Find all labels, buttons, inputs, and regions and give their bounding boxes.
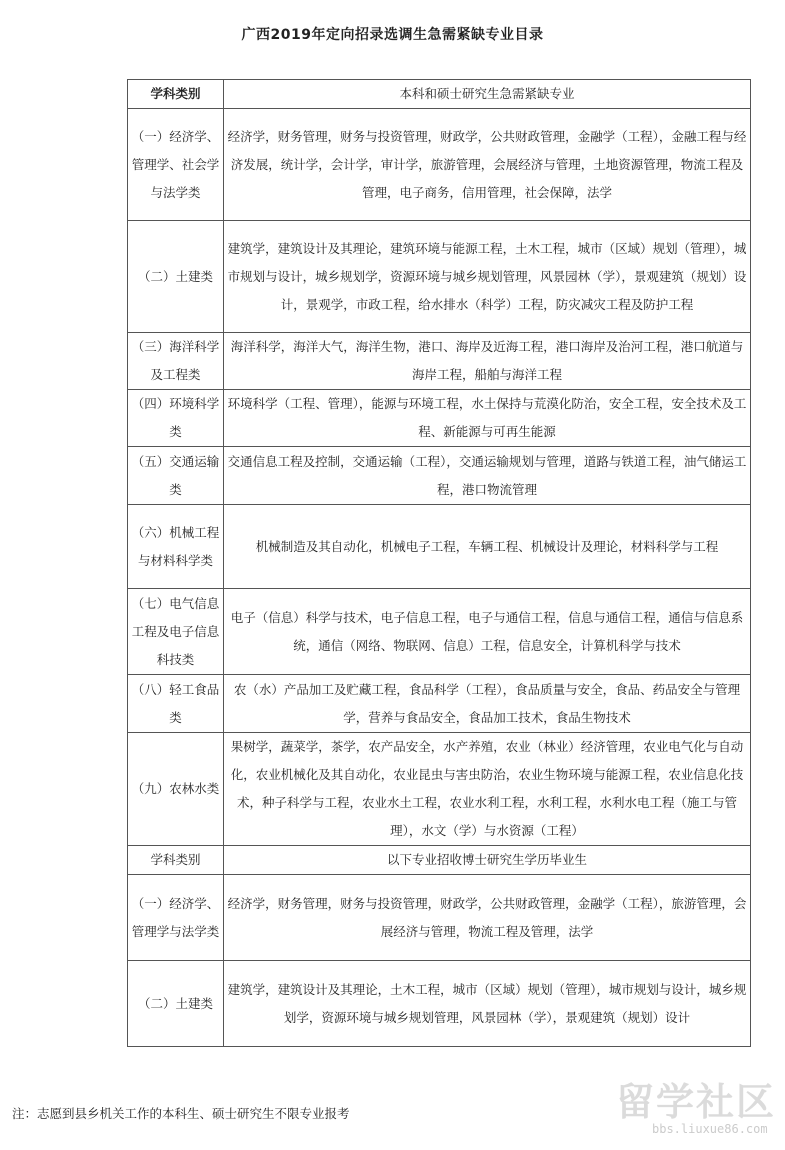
table-row [128, 390, 751, 447]
table-row [128, 109, 751, 221]
row-category: （二）土建类 [128, 961, 224, 1047]
row-majors: 海洋科学，海洋大气，海洋生物，港口、海岸及近海工程，港口海岸及治河工程，港口航道与海岸工程，船舶与海洋工程 [224, 333, 751, 390]
page-title: 广西2019年定向招录选调生急需紧缺专业目录 [241, 27, 544, 43]
row-majors: 机械制造及其自动化，机械电子工程，车辆工程、机械设计及理论，材料科学与工程 [224, 505, 751, 589]
row-category: （七）电气信息工程及电子信息科技类 [128, 589, 224, 675]
table-row [128, 505, 751, 589]
row-majors: 环境科学（工程、管理），能源与环境工程，水土保持与荒漠化防治，安全工程，安全技术及工程、新能源与可再生能源 [224, 390, 751, 447]
row-majors: 建筑学，建筑设计及其理论，土木工程，城市（区域）规划（管理），城市规划与设计，城乡规划学，资源环境与城乡规划管理，风景园林（学），景观建筑（规划）设计 [224, 961, 751, 1047]
header-majors: 本科和硕士研究生急需紧缺专业 [224, 80, 751, 109]
row-category: （一）经济学、管理学与法学类 [128, 875, 224, 961]
row-majors: 经济学，财务管理，财务与投资管理，财政学，公共财政管理，金融学（工程），旅游管理，会展经济与管理，物流工程及管理，法学 [224, 875, 751, 961]
row-category: （六）机械工程与材料科学类 [128, 505, 224, 589]
site-watermark [612, 1082, 780, 1142]
row-category: （八）轻工食品类 [128, 675, 224, 733]
row-category: （九）农林水类 [128, 733, 224, 846]
doctor-header-majors: 以下专业招收博士研究生学历毕业生 [224, 846, 751, 875]
row-majors: 农（水）产品加工及贮藏工程，食品科学（工程），食品质量与安全，食品、药品安全与管理学，营养与食品安全，食品加工技术，食品生物技术 [224, 675, 751, 733]
row-category: （一）经济学、管理学、社会学与法学类 [128, 109, 224, 221]
doctor-header-row [128, 846, 751, 875]
footnote: 注：志愿到县乡机关工作的本科生、硕士研究生不限专业报考 [12, 1106, 350, 1121]
row-category: （四）环境科学类 [128, 390, 224, 447]
table-header-row [128, 80, 751, 109]
table-row [128, 589, 751, 675]
table-row [128, 447, 751, 505]
table-row [128, 333, 751, 390]
major-catalog-table [127, 79, 751, 1047]
row-majors: 果树学，蔬菜学，茶学，农产品安全，水产养殖，农业（林业）经济管理，农业电气化与自动化，农业机械化及其自动化，农业昆虫与害虫防治，农业生物环境与能源工程，农业信息化技术，种子科学与工程，农业水土工程，农业水利工程，水利工程，水利水电工程（施工与管理），水文（学）与水资源（工程） [224, 733, 751, 846]
row-majors: 经济学，财务管理，财务与投资管理，财政学，公共财政管理，金融学（工程），金融工程与经济发展，统计学，会计学，审计学，旅游管理，会展经济与管理，土地资源管理，物流工程及管理，电子商务，信用管理，社会保障，法学 [224, 109, 751, 221]
row-majors: 建筑学，建筑设计及其理论，建筑环境与能源工程，土木工程，城市（区域）规划（管理），城市规划与设计，城乡规划学，资源环境与城乡规划管理，风景园林（学），景观建筑（规划）设计，景观学，市政工程，给水排水（科学）工程，防灾减灾工程及防护工程 [224, 221, 751, 333]
doctor-header-category: 学科类别 [128, 846, 224, 875]
table-row [128, 221, 751, 333]
row-majors: 交通信息工程及控制，交通运输（工程），交通运输规划与管理，道路与铁道工程，油气储运工程，港口物流管理 [224, 447, 751, 505]
table-row [128, 675, 751, 733]
watermark-logo: 留学社区 [616, 1080, 777, 1124]
row-category: （三）海洋科学及工程类 [128, 333, 224, 390]
row-category: （二）土建类 [128, 221, 224, 333]
watermark-url: bbs.liuxue86.com [652, 1122, 768, 1136]
table-row [128, 961, 751, 1047]
header-category: 学科类别 [128, 80, 224, 109]
table-row [128, 875, 751, 961]
row-category: （五）交通运输类 [128, 447, 224, 505]
row-majors: 电子（信息）科学与技术，电子信息工程，电子与通信工程，信息与通信工程，通信与信息系统，通信（网络、物联网、信息）工程，信息安全，计算机科学与技术 [224, 589, 751, 675]
table-row [128, 733, 751, 846]
